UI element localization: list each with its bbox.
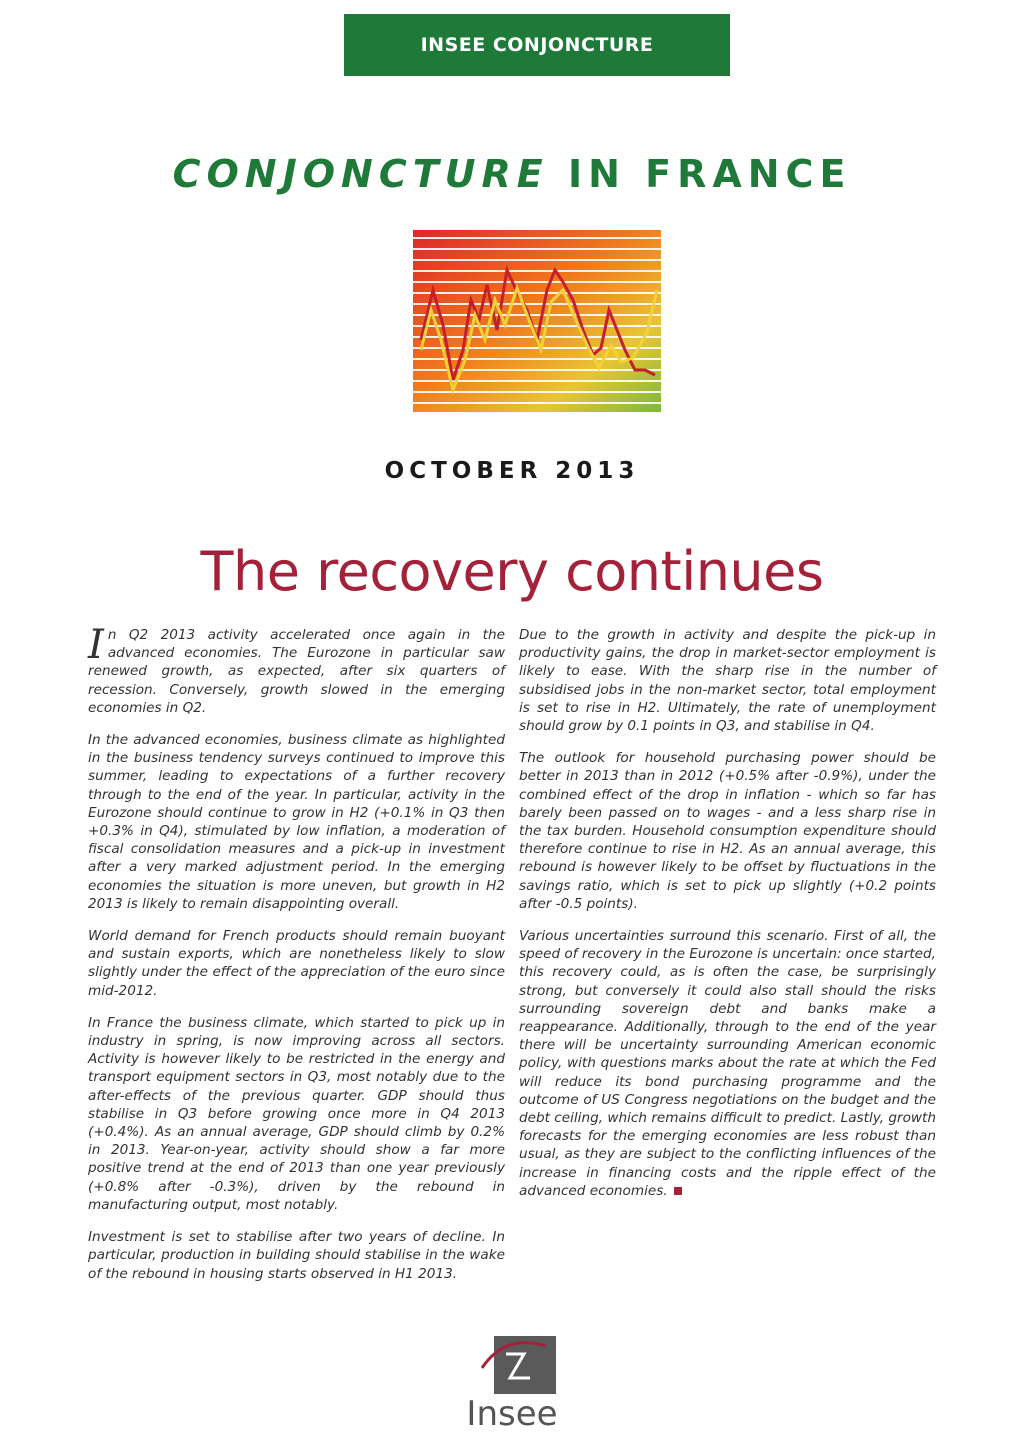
insee-logo-text: Insee <box>466 1394 558 1434</box>
cover-graph-art <box>413 230 661 412</box>
publication-banner <box>344 14 730 76</box>
headline: The recovery continues <box>200 540 824 603</box>
banner-label: INSEE CONJONCTURE <box>420 34 654 56</box>
issue-date: OCTOBER 2013 <box>384 458 640 484</box>
insee-logo-icon <box>480 1334 560 1398</box>
paragraph: The outlook for household purchasing power should be better in 2013 than in 2012 (+0.5% after -0.9%), under the combined effect of the drop in inflation - which so far has barely been passed on to wages - and a less sharp rise in the tax burden. Household consumption expenditure should therefore continue to rise in H2. As an annual average, this rebound is however likely to be offset by fluctuations in the savings ratio, which is set to pick up slightly (+0.2 points after -0.5 points). <box>519 750 936 912</box>
paragraph: In Q2 2013 activity accelerated once again in the advanced economies. The Eurozone in particular saw renewed growth, as expected, after six quarters of recession. Conversely, growth slowed in the emerging economies in Q2. <box>88 622 505 716</box>
paragraph: World demand for French products should remain buoyant and sustain exports, which are nonetheless likely to slow slightly under the effect of the appreciation of the euro since mid-2012. <box>88 928 505 999</box>
title-italic: CONJONCTURE <box>172 152 549 196</box>
end-square-icon <box>674 1187 682 1195</box>
paragraph: Investment is set to stabilise after two years of decline. In particular, production in building should stabilise in the wake of the rebound in housing starts observed in H1 2013. <box>88 1229 505 1282</box>
article-body <box>88 622 936 1294</box>
article-column-left <box>88 622 505 1294</box>
page-title <box>0 152 1024 196</box>
paragraph: In France the business climate, which started to pick up in industry in spring, is now improving across all sectors. Activity is however likely to be restricted in the energy and transport equipment sectors in Q3, most notably due to the after-effects of the previous quarter. GDP should thus stabilise in Q3 before growing once more in Q4 2013 (+0.4%). As an annual average, GDP should climb by 0.2% in 2013. Year-on-year, activity should show a far more positive trend at the end of 2013 than one year previously (+0.8% after -0.3%), driven by the rebound in manufacturing output, most notably. <box>88 1014 505 1213</box>
paragraph: Due to the growth in activity and despite the pick-up in productivity gains, the drop in market-sector employment is likely to ease. With the sharp rise in the number of subsidised jobs in the non-market sector, total employment is set to rise in H2. Ultimately, the rate of unemployment should grow by 0.1 points in Q3, and stabilise in Q4. <box>519 627 936 735</box>
article-column-right <box>519 626 936 1294</box>
drop-cap: I <box>88 622 104 668</box>
paragraph: Various uncertainties surround this scenario. First of all, the speed of recovery in the Eurozone is uncertain: once started, this recovery could, as is often the case, be surprisingly strong, but conversely it could also stall should the risks surrounding sovereign debt and banks make a reappearance. Additionally, through to the end of the year there will be uncertainty surrounding American economic policy, with questions marks about the rate at which the Fed will reduce its bond purchasing programme and the outcome of US Congress negotiations on the budget and the debt ceiling, which remains difficult to predict. Lastly, growth forecasts for the emerging economies are less robust than usual, as they are subject to the conflicting influences of the increase in financing costs and the ripple effect of the advanced economies. <box>519 928 936 1199</box>
title-rest: IN FRANCE <box>548 152 852 196</box>
paragraph: In the advanced economies, business climate as highlighted in the business tendency surveys continued to improve this summer, leading to expectations of a further recovery through to the end of the year. In particular, activity in the Eurozone should continue to grow in H2 (+0.1% in Q3 then +0.3% in Q4), stimulated by low inflation, a moderation of fiscal consolidation measures and a pick-up in investment after a very marked adjustment period. In the emerging economies the situation is more uneven, but growth in H2 2013 is likely to remain disappointing overall. <box>88 732 505 912</box>
